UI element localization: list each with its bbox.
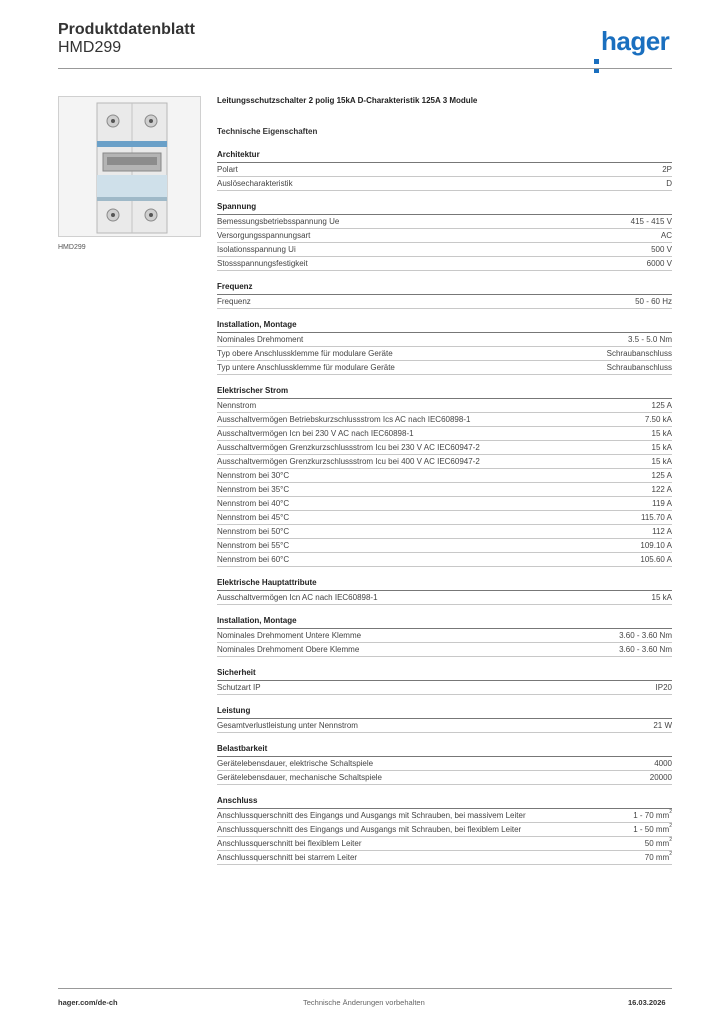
spec-row [217,229,672,243]
spec-row [217,455,672,469]
spec-section [217,202,672,271]
spec-value [653,719,672,732]
footer-website: hager.com/de-ch [58,998,118,1007]
logo-text: hager [601,26,670,56]
product-title: Leitungsschutzschalter 2 polig 15kA D-Charakteristik 125A 3 Module [217,96,478,105]
unit-superscript: 2 [669,851,672,857]
spec-row [217,553,672,567]
spec-row [217,361,672,375]
spec-row [217,629,672,643]
spec-value-text: IP20 [655,683,672,692]
header-divider [58,68,672,69]
spec-value [628,333,672,346]
spec-label: Nennstrom bei 55°C [217,541,290,550]
spec-value-text: 415 - 415 V [630,217,672,226]
spec-value [652,483,672,496]
spec-row [217,441,672,455]
spec-value-text: 15 kA [651,593,672,602]
spec-row [217,333,672,347]
spec-row [217,591,672,605]
spec-value [633,809,672,822]
section-title: Sicherheit [217,668,672,681]
spec-value-text: 125 A [651,401,672,410]
spec-value [619,629,672,642]
spec-value-text: 20000 [649,773,672,782]
spec-label: Anschlussquerschnitt bei flexiblem Leiter [217,839,362,848]
spec-row [217,413,672,427]
spec-value-text: 2P [662,165,672,174]
spec-value [645,851,672,864]
spec-label: Nominales Drehmoment Obere Klemme [217,645,360,654]
spec-value-text: 3.60 - 3.60 Nm [619,645,672,654]
spec-section [217,706,672,733]
spec-label: Bemessungsbetriebsspannung Ue [217,217,340,226]
spec-value-text: D [666,179,672,188]
spec-value [607,361,672,374]
hager-logo [594,26,669,57]
spec-label: Ausschaltvermögen Grenzkurzschlussstrom Icu bei 230 V AC IEC60947-2 [217,443,480,452]
footer-divider [58,988,672,989]
section-title: Architektur [217,150,672,163]
spec-label: Nennstrom bei 60°C [217,555,290,564]
spec-row [217,399,672,413]
spec-label: Ausschaltvermögen Grenzkurzschlussstrom Icu bei 400 V AC IEC60947-2 [217,457,480,466]
tech-properties-title: Technische Eigenschaften [217,127,318,136]
spec-value-text: 109.10 A [640,541,672,550]
spec-sections [217,150,672,865]
section-title: Leistung [217,706,672,719]
spec-section [217,150,672,191]
spec-value-text: 1 - 50 mm [633,825,670,834]
spec-row [217,215,672,229]
spec-value-text: 112 A [652,527,672,536]
spec-value [645,413,672,426]
page-title: Produktdatenblatt [58,21,195,38]
spec-label: Versorgungsspannungsart [217,231,311,240]
section-title: Frequenz [217,282,672,295]
spec-row [217,257,672,271]
spec-value-text: 7.50 kA [644,415,672,424]
spec-value [652,455,672,468]
spec-value-text: Schraubanschluss [606,349,672,358]
spec-section [217,386,672,567]
section-title: Anschluss [217,796,672,809]
spec-label: Nominales Drehmoment [217,335,304,344]
unit-superscript: 2 [669,837,672,843]
spec-value-text: 4000 [654,759,672,768]
spec-row [217,347,672,361]
spec-section [217,668,672,695]
spec-row [217,497,672,511]
spec-value-text: 15 kA [651,443,672,452]
spec-label: Anschlussquerschnitt des Eingangs und Ausgangs mit Schrauben, bei flexiblem Leiter [217,825,522,834]
spec-value-text: 3.60 - 3.60 Nm [619,631,672,640]
spec-row [217,427,672,441]
spec-row [217,643,672,657]
spec-label: Polart [217,165,238,174]
main-content [217,96,672,865]
spec-value [652,399,672,412]
spec-value [651,243,672,256]
spec-value [641,511,672,524]
section-title: Elektrischer Strom [217,386,672,399]
spec-value [619,643,672,656]
spec-label: Gerätelebensdauer, mechanische Schaltspiele [217,773,382,782]
spec-label: Nominales Drehmoment Untere Klemme [217,631,362,640]
spec-label: Stossspannungsfestigkeit [217,259,308,268]
spec-value-text: 3.5 - 5.0 Nm [627,335,672,344]
spec-value [647,257,672,270]
spec-row [217,295,672,309]
spec-value-text: 500 V [651,245,672,254]
spec-value [652,525,672,538]
spec-label: Isolationsspannung Ui [217,245,296,254]
spec-row [217,757,672,771]
spec-value [650,771,672,784]
spec-row [217,719,672,733]
spec-value [640,553,672,566]
spec-value [633,823,672,836]
spec-label: Ausschaltvermögen Icn bei 230 V AC nach IEC60898-1 [217,429,414,438]
spec-row [217,177,672,191]
spec-value [640,539,672,552]
spec-row [217,511,672,525]
spec-value-text: 115.70 A [641,513,672,522]
spec-row [217,681,672,695]
spec-row [217,539,672,553]
spec-label: Schutzart IP [217,683,261,692]
spec-value [654,757,672,770]
spec-row [217,469,672,483]
spec-value [652,497,672,510]
spec-label: Ausschaltvermögen Betriebskurzschlussstrom Ics AC nach IEC60898-1 [217,415,471,424]
spec-row [217,525,672,539]
spec-row [217,851,672,865]
spec-label: Typ obere Anschlussklemme für modulare Geräte [217,349,393,358]
spec-value-text: 21 W [653,721,672,730]
spec-row [217,243,672,257]
unit-superscript: 2 [669,809,672,815]
spec-section [217,616,672,657]
spec-value-text: Schraubanschluss [606,363,672,372]
spec-value [666,177,672,190]
spec-label: Gerätelebensdauer, elektrische Schaltspiele [217,759,374,768]
spec-label: Nennstrom bei 40°C [217,499,290,508]
spec-value [661,229,672,242]
spec-row [217,771,672,785]
image-caption: HMD299 [58,244,86,251]
spec-value-text: 125 A [651,471,672,480]
spec-value-text: 15 kA [651,429,672,438]
unit-superscript: 2 [669,823,672,829]
spec-label: Nennstrom [217,401,257,410]
spec-value [607,347,672,360]
section-title: Belastbarkeit [217,744,672,757]
spec-label: Nennstrom bei 30°C [217,471,290,480]
spec-value [635,295,672,308]
spec-value-text: 119 A [652,499,672,508]
spec-label: Nennstrom bei 45°C [217,513,290,522]
spec-row [217,483,672,497]
spec-value [631,215,672,228]
spec-label: Anschlussquerschnitt bei starrem Leiter [217,853,358,862]
spec-row [217,163,672,177]
section-title: Elektrische Hauptattribute [217,578,672,591]
section-title: Installation, Montage [217,320,672,333]
spec-value [652,427,672,440]
circuit-breaker-icon [59,97,200,236]
product-code: HMD299 [58,39,122,56]
footer-date: 16.03.2026 [628,998,666,1007]
spec-section [217,578,672,605]
spec-value-text: 6000 V [646,259,672,268]
spec-label: Nennstrom bei 35°C [217,485,290,494]
footer-disclaimer: Technische Änderungen vorbehalten [303,998,425,1007]
spec-value [645,837,672,850]
spec-label: Anschlussquerschnitt des Eingangs und Ausgangs mit Schrauben, bei massivem Leiter [217,811,526,820]
spec-value-text: 50 - 60 Hz [635,297,672,306]
section-title: Spannung [217,202,672,215]
spec-value-text: 122 A [651,485,672,494]
spec-label: Nennstrom bei 50°C [217,527,290,536]
spec-section [217,796,672,865]
spec-value-text: 15 kA [651,457,672,466]
spec-value [652,441,672,454]
spec-label: Typ untere Anschlussklemme für modulare Geräte [217,363,395,372]
spec-value [652,591,672,604]
spec-value [652,469,672,482]
spec-label: Gesamtverlustleistung unter Nennstrom [217,721,358,730]
spec-section [217,744,672,785]
spec-section [217,320,672,375]
spec-value-text: 50 mm [644,839,670,848]
spec-row [217,809,672,823]
spec-label: Frequenz [217,297,251,306]
spec-label: Ausschaltvermögen Icn AC nach IEC60898-1 [217,593,378,602]
spec-section [217,282,672,309]
spec-value [656,681,672,694]
spec-row [217,823,672,837]
spec-value-text: 105.60 A [640,555,672,564]
spec-row [217,837,672,851]
spec-value-text: 1 - 70 mm [633,811,670,820]
spec-value [662,163,672,176]
spec-value-text: AC [660,231,672,240]
spec-value-text: 70 mm [644,853,670,862]
product-image [58,96,201,237]
section-title: Installation, Montage [217,616,672,629]
spec-label: Auslösecharakteristik [217,179,293,188]
